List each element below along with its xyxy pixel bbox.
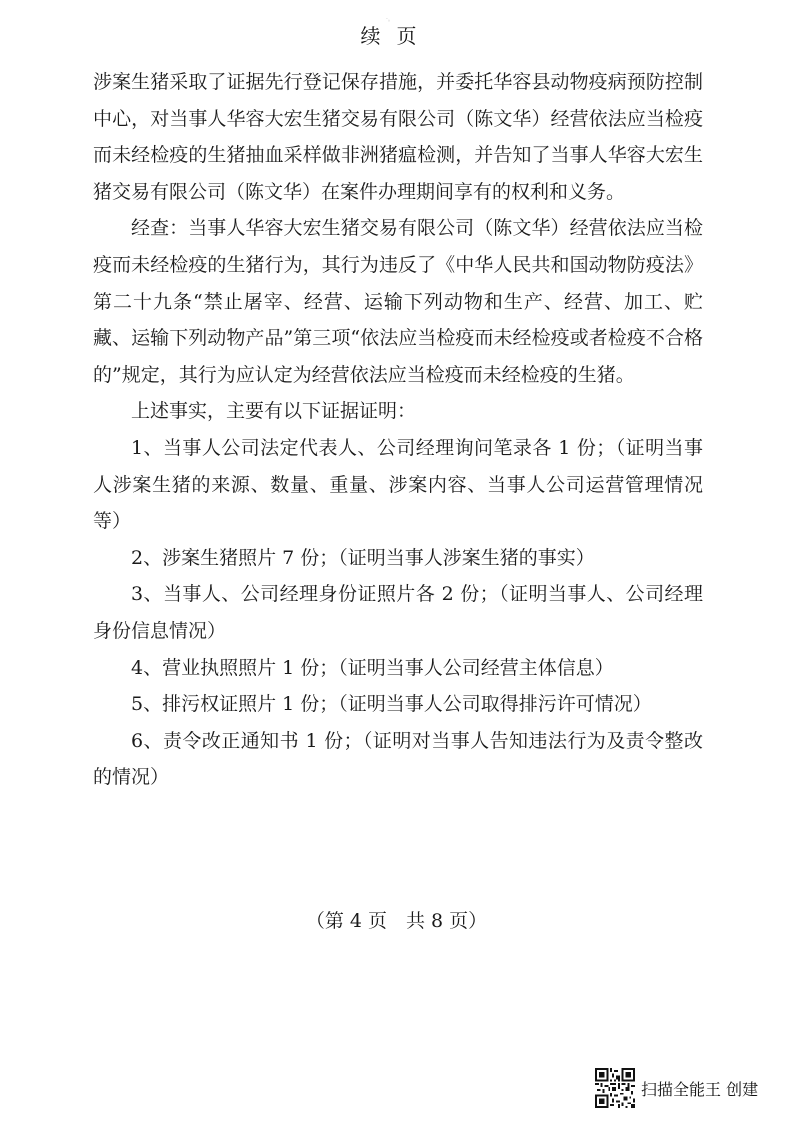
paragraph-continuation: 涉案生猪采取了证据先行登记保存措施，并委托华容县动物疫病预防控制中心，对当事人华容大宏生猪交易有限公司（陈文华）经营依法应当检疫而未经检疫的生猪抽血采样做非洲猪瘟检测，并告知了当事人华容大宏生猪交易有限公司（陈文华）在案件办理期间享有的权利和义务。 (93, 71, 703, 203)
evidence-item-5: 5、排污权证照片 1 份；（证明当事人公司取得排污许可情况） (131, 693, 652, 716)
document-body (93, 64, 703, 796)
evidence-item-3: 3、当事人、公司经理身份证照片各 2 份；（证明当事人、公司经理身份信息情况） (93, 583, 703, 642)
scan-mark: ·。 (386, 16, 394, 23)
page-number: （第 4 页 共 8 页） (305, 910, 488, 932)
paragraph-evidence-intro: 上述事实，主要有以下证据证明： (131, 400, 417, 423)
qr-code-icon (595, 1068, 635, 1108)
evidence-item-1: 1、当事人公司法定代表人、公司经理询问笔录各 1 份；（证明当事人涉案生猪的来源、数量、重量、涉案内容、当事人公司运营管理情况等） (93, 436, 703, 533)
evidence-item-2: 2、涉案生猪照片 7 份；（证明当事人涉案生猪的事实） (131, 546, 595, 569)
evidence-item-4: 4、营业执照照片 1 份；（证明当事人公司经营主体信息） (131, 656, 614, 679)
scanner-watermark (595, 1066, 758, 1110)
paragraph-findings: 经查：当事人华容大宏生猪交易有限公司（陈文华）经营依法应当检疫而未经检疫的生猪行为，其行为违反了《中华人民共和国动物防疫法》第二十九条“禁止屠宰、经营、运输下列动物和生产、经营、加工、贮藏、运输下列动物产品”第三项“依法应当检疫而未经检疫或者检疫不合格的”规定，其行为应认定为经营依法应当检疫而未经检疫的生猪。 (93, 217, 703, 386)
watermark-text: 扫描全能王 创建 (641, 1079, 759, 1099)
page-title: 续页 (360, 24, 433, 48)
evidence-item-6: 6、责令改正通知书 1 份；（证明对当事人告知违法行为及责令整改的情况） (93, 729, 703, 789)
